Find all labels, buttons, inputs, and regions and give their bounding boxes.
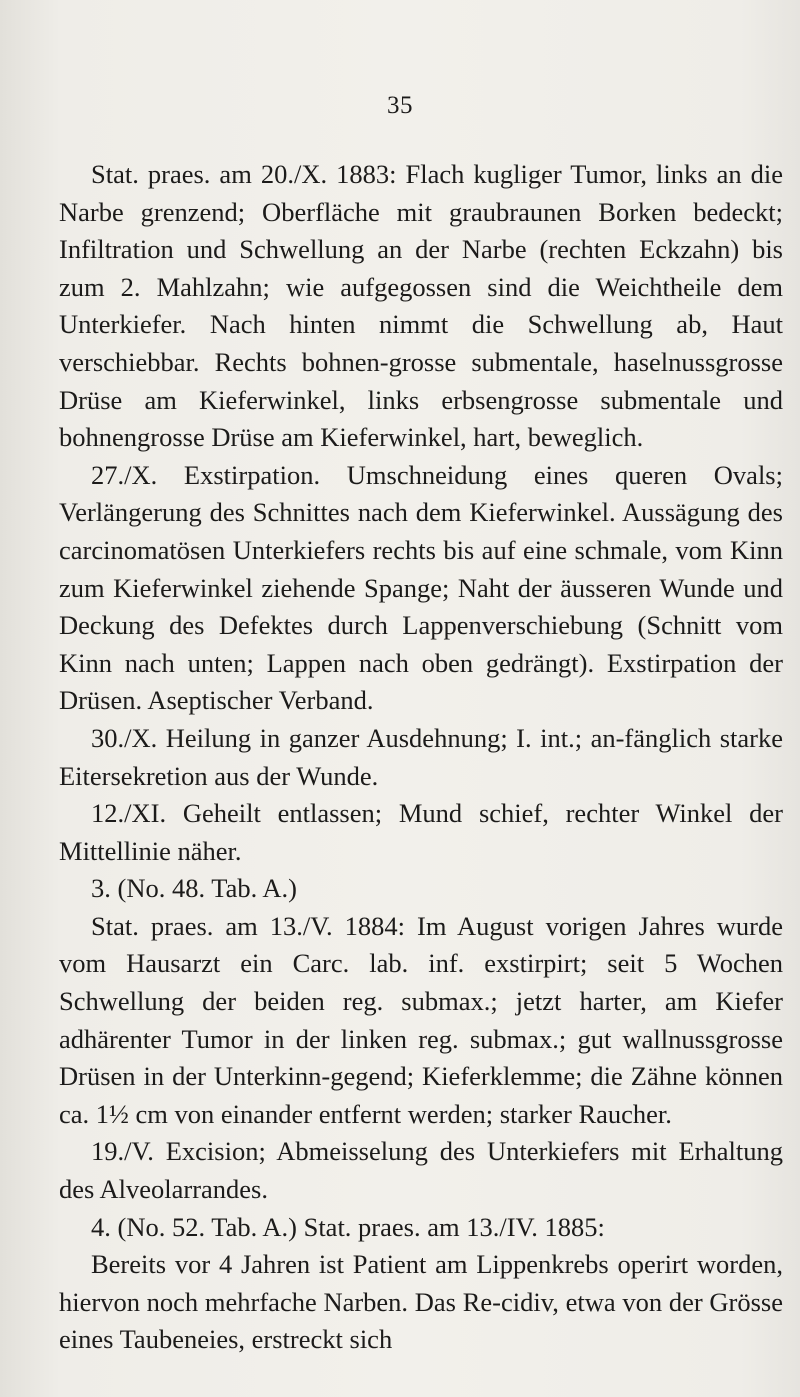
paragraph-exstirpation: 27./X. Exstirpation. Umschneidung eines queren Ovals; Verlängerung des Schnittes nach dem Kieferwinkel. Aussägung des carcinomatösen Unterkiefers rechts bis auf eine schmale, vom Kinn zum Kieferwinkel ziehende Spange; Naht der äusseren Wunde und Deckung des Defektes durch Lappenverschiebung (Schnitt vom Kinn nach unten; Lappen nach oben gedrängt). Exstirpation der Drüsen. Aseptischer Verband. (59, 459, 783, 716)
text-body (59, 156, 783, 1359)
page-number: 35 (387, 92, 413, 119)
paragraph-excision: 19./V. Excision; Abmeisselung des Unterkiefers mit Erhaltung des Alveolarrandes. (59, 1136, 783, 1205)
paragraph-case-4-heading: 4. (No. 52. Tab. A.) Stat. praes. am 13./IV. 1885: (91, 1211, 605, 1242)
paragraph-entlassen: 12./XI. Geheilt entlassen; Mund schief, rechter Winkel der Mittellinie näher. (59, 798, 783, 866)
paragraph-status-1884: Stat. praes. am 13./V. 1884: Im August vorigen Jahres wurde vom Hausarzt ein Carc. lab. inf. exstirpirt; seit 5 Wochen Schwellung der beiden reg. submax.; jetzt harter, am Kiefer adhärenter Tumor in der linken reg. submax.; gut wallnussgrosse Drüsen in der Unterkinn-gegend; Kieferklemme; die Zähne können ca. 1½ cm von einander entfernt werden; starker Raucher. (59, 910, 783, 1129)
paragraph-recidiv: Bereits vor 4 Jahren ist Patient am Lippenkrebs operirt worden, hiervon noch mehrfache Narben. Das Re-cidiv, etwa von der Grösse eines Taubeneies, erstreckt sich (59, 1249, 783, 1355)
paragraph-heilung: 30./X. Heilung in ganzer Ausdehnung; I. int.; an-fänglich starke Eitersekretion aus der Wunde. (59, 722, 783, 791)
paragraph-status-1883: Stat. praes. am 20./X. 1883: Flach kugliger Tumor, links an die Narbe grenzend; Oberfläche mit graubraunen Borken bedeckt; Infiltration und Schwellung an der Narbe (rechten Eckzahn) bis zum 2. Mahlzahn; wie aufgegossen sind die Weichtheile dem Unterkiefer. Nach hinten nimmt die Schwellung ab, Haut verschiebbar. Rechts bohnen-grosse submentale, haselnussgrosse Drüse am Kieferwinkel, links erbsengrosse submentale und bohnengrosse Drüse am Kieferwinkel, hart, beweglich. (59, 159, 783, 453)
paragraph-case-3-heading: 3. (No. 48. Tab. A.) (91, 873, 297, 904)
